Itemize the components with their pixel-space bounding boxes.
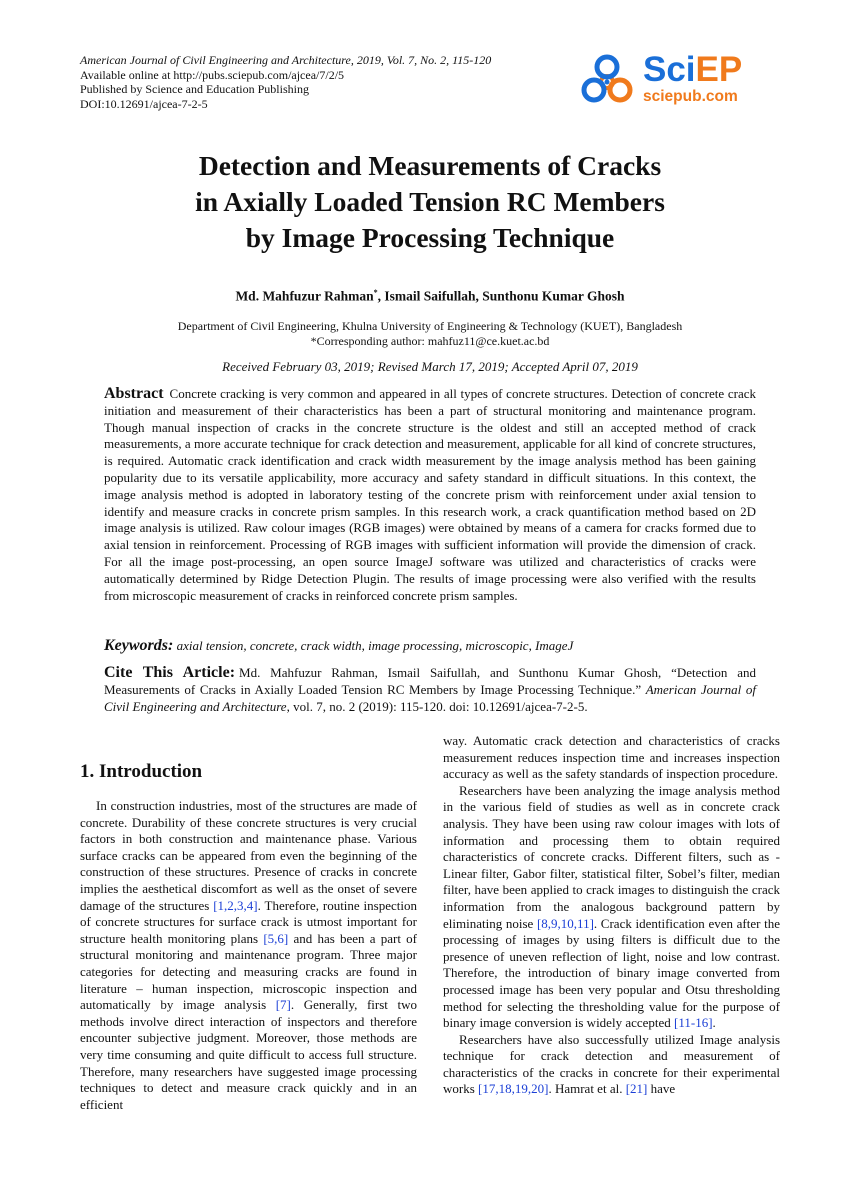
- available-online-line[interactable]: Available online at http://pubs.sciepub.com/ajcea/7/2/5: [80, 67, 345, 82]
- intro-paragraph-continued: way. Automatic crack detection and characteristics of cracks measurement reduces inspection time and increases inspection accuracy as well as the safety standards of inspection procedure.: [443, 733, 780, 782]
- journal-header: [80, 53, 491, 111]
- intro-paragraph-3: Researchers have also successfully utilized Image analysis technique for crack detection and measurement of characteristics of the cracks in concrete for their experimental works [17,18,19,20]. Hamrat et al. [21] have: [443, 1031, 780, 1097]
- abstract-text: Concrete cracking is very common and appeared in all types of concrete structures. Detection of concrete crack initiation and measurement of their characteristics has been a part of structural monitoring and maintenance program. Though manual inspection of cracks in the concrete structure is the oldest and still an accepted method of crack measurements, a more accurate technique for crack detection and measurement, applicable for all kind of concrete structures, is required. Automatic crack identification and crack width measurement by the image analysis method has been gaining popularity due to its versatile applicability, more accuracy and safety standard in difficult situations. In this context, the image analysis method is adopted in laboratory testing of the concrete prism with reinforcement under axial tension to identify and measure cracks in concrete prism samples. In this research work, a crack quantification method based on 2D image analysis is utilized. Raw colour images (RGB images) were obtained by means of a camera for cracks formed due to axial tension in reinforcement. Processing of RGB images with sufficient information will provide the dimension of crack. For all the image post-processing, an open source ImageJ software was utilized and characteristics of cracks were automatically determined by Ridge Detection Plugin. The results of image processing were also verified with the results from microscopic measurement of cracks in reinforced concrete prism samples.: [104, 386, 756, 603]
- logo-wordmark: SciEP: [643, 50, 743, 89]
- publisher-line: Published by Science and Education Publishing: [80, 82, 309, 96]
- citation-link[interactable]: [8,9,10,11]: [536, 915, 594, 931]
- section-heading-introduction: 1. Introduction: [80, 761, 203, 782]
- keywords-text: axial tension, concrete, crack width, image processing, microscopic, ImageJ: [176, 638, 574, 653]
- citation-link[interactable]: [1,2,3,4]: [213, 897, 258, 913]
- intro-paragraph-2: Researchers have been analyzing the image analysis method in the various field of studies as well as in concrete crack analysis. They have been using raw colour images with lots of information and processing them to obtain required characteristics of concrete cracks. Different filters, such as - Linear filter, Gabor filter, statistical filter, Sobel’s filter, median filter, have been applied to crack images to distinguish the crack information from the analogous background pattern by eliminating noise [8,9,10,11]. Crack identification even after the processing of images by using filters is difficult due to the presence of uneven reflection of light, noise and low contrast. Therefore, the introduction of binary image converted from processed image has been very popular and Otsu thresholding method for selecting the thresholding value for the purpose of binary image conversion is widely accepted [11-16].: [443, 782, 780, 1031]
- corresponding-author: *Corresponding author: mahfuz11@ce.kuet.ac.bd: [310, 334, 550, 348]
- abstract: [104, 386, 756, 604]
- cite-label: Cite This Article:: [104, 664, 236, 681]
- intro-paragraph-1: In construction industries, most of the structures are made of concrete. Durability of these concrete structures is very crucial factors in both construction and maintenance phase. Various surface cracks can be appeared from even the beginning of the construction of these structures. Presence of cracks in concrete implies the aesthetical discomfort as well as the onset of severe damage of the structures [1,2,3,4]. Therefore, routine inspection of concrete structures for surface crack is utmost important for structure health monitoring plans [5,6] and has been a part of structural monitoring and maintenance program. Three major categories for detecting and measuring cracks are found in literature – human inspection, microscopic inspection and automatically by image analysis [7]. Generally, first two methods involve direct interaction of inspectors and therefore encounter subjective judgment. Moreover, those methods are very time consuming and quite difficult to access full structure. Therefore, many researchers have suggested image processing techniques to detect and measure crack quickly and in an efficient: [80, 798, 417, 1112]
- citation-link[interactable]: [11-16]: [674, 1015, 713, 1031]
- right-column: [443, 733, 780, 1098]
- keywords-label: Keywords:: [104, 637, 174, 654]
- department: Department of Civil Engineering, Khulna University of Engineering & Technology (KUET), Bangladesh: [177, 319, 683, 333]
- citation-link[interactable]: [17,18,19,20]: [478, 1081, 549, 1097]
- citation-link[interactable]: [7]: [275, 997, 291, 1013]
- doi-line: DOI:10.12691/ajcea-7-2-5: [80, 96, 208, 111]
- keywords: [104, 637, 756, 655]
- citation-link[interactable]: [21]: [625, 1081, 648, 1097]
- biohazard-logo-icon: [576, 52, 638, 110]
- abstract-label: Abstract: [104, 385, 164, 402]
- publication-dates: Received February 03, 2019; Revised March 17, 2019; Accepted April 07, 2019: [222, 359, 638, 374]
- paper-title: Detection and Measurements of Cracks in Axially Loaded Tension RC Members by Image Processing Technique: [195, 150, 665, 253]
- logo-url: sciepub.com: [643, 88, 738, 105]
- author-list: Md. Mahfuzur Rahman*, Ismail Saifullah, Sunthonu Kumar Ghosh: [235, 288, 625, 304]
- journal-citation-line: American Journal of Civil Engineering and Architecture, 2019, Vol. 7, No. 2, 115-120: [80, 53, 492, 67]
- affiliation: [80, 319, 780, 349]
- left-column: [80, 798, 417, 1113]
- sciep-logo[interactable]: [576, 52, 776, 110]
- cite-this-article: Cite This Article: Md. Mahfuzur Rahman, Ismail Saifullah, and Sunthonu Kumar Ghosh, “Detection and Measurements of Cracks in Axially Loaded Tension RC Members by Image Processing Technique.” American Journal of Civil Engineering and Architecture, vol. 7, no. 2 (2019): 115-120. doi: 10.12691/ajcea-7-2-5.: [104, 664, 757, 714]
- citation-link[interactable]: [5,6]: [263, 930, 289, 946]
